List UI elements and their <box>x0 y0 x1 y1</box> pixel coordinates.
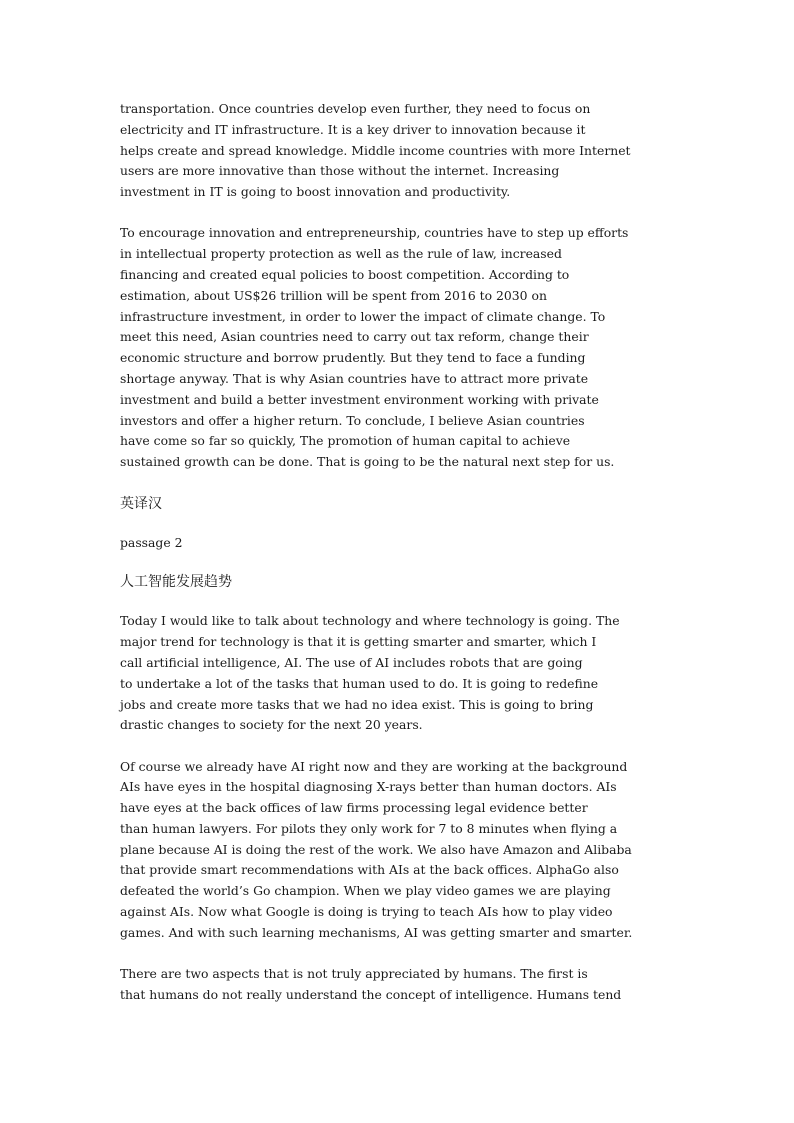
paragraph-transportation: transportation. Once countries develop even further, they need to focus on electricity and IT infrastructure. It is a key driver to innovation because it helps create and spread knowledge. Middle income countries with more Internet users are more innovative than those without the internet. Increasing investment in IT is going to boost innovation and productivity. <box>120 101 631 200</box>
section-heading: 英译汉 <box>120 496 162 513</box>
paragraph-ai-background: Of course we already have AI right now and they are working at the background AIs have eyes in the hospital diagnosing X-rays better than human doctors. AIs have eyes at the back offices of law firms processing legal evidence better than human lawyers. For pilots they only work for 7 to 8 minutes when flying a plane because AI is doing the rest of the work. We also have Amazon and Alibaba that provide smart recommendations with AIs at the back offices. AlphaGo also defeated the world’s Go champion. When we play video games we are playing against AIs. Now what Google is doing is trying to teach AIs how to play video games. And with such learning mechanisms, AI was getting smarter and smarter. <box>120 758 633 940</box>
paragraph-two-aspects: There are two aspects that is not truly appreciated by humans. The first is that humans do not really understand the concept of intelligence. Humans tend <box>120 966 622 1002</box>
passage-title: 人工智能发展趋势 <box>120 574 232 591</box>
paragraph-technology-trend: Today I would like to talk about technology and where technology is going. The major trend for technology is that it is getting smarter and smarter, which I call artificial intelligence, AI. The use of AI includes robots that are going to undertake a lot of the tasks that human used to do. It is going to redefine jobs and create more tasks that we had no idea exist. This is going to bring drastic changes to society for the next 20 years. <box>120 613 620 733</box>
document-page <box>120 99 680 1026</box>
paragraph-innovation-entrepreneurship: To encourage innovation and entrepreneurship, countries have to step up efforts in intellectual property protection as well as the rule of law, increased financing and created equal policies to boost competition. According to estimation, about US$26 trillion will be spent from 2016 to 2030 on infrastructure investment, in order to lower the impact of climate change. To meet this need, Asian countries need to carry out tax reform, change their economic structure and borrow prudently. But they tend to face a funding shortage anyway. That is why Asian countries have to attract more private investment and build a better investment environment working with private investors and offer a higher return. To conclude, I believe Asian countries have come so far so quickly, The promotion of human capital to achieve sustained growth can be done. That is going to be the natural next step for us. <box>120 225 629 470</box>
passage-label: passage 2 <box>120 535 183 551</box>
